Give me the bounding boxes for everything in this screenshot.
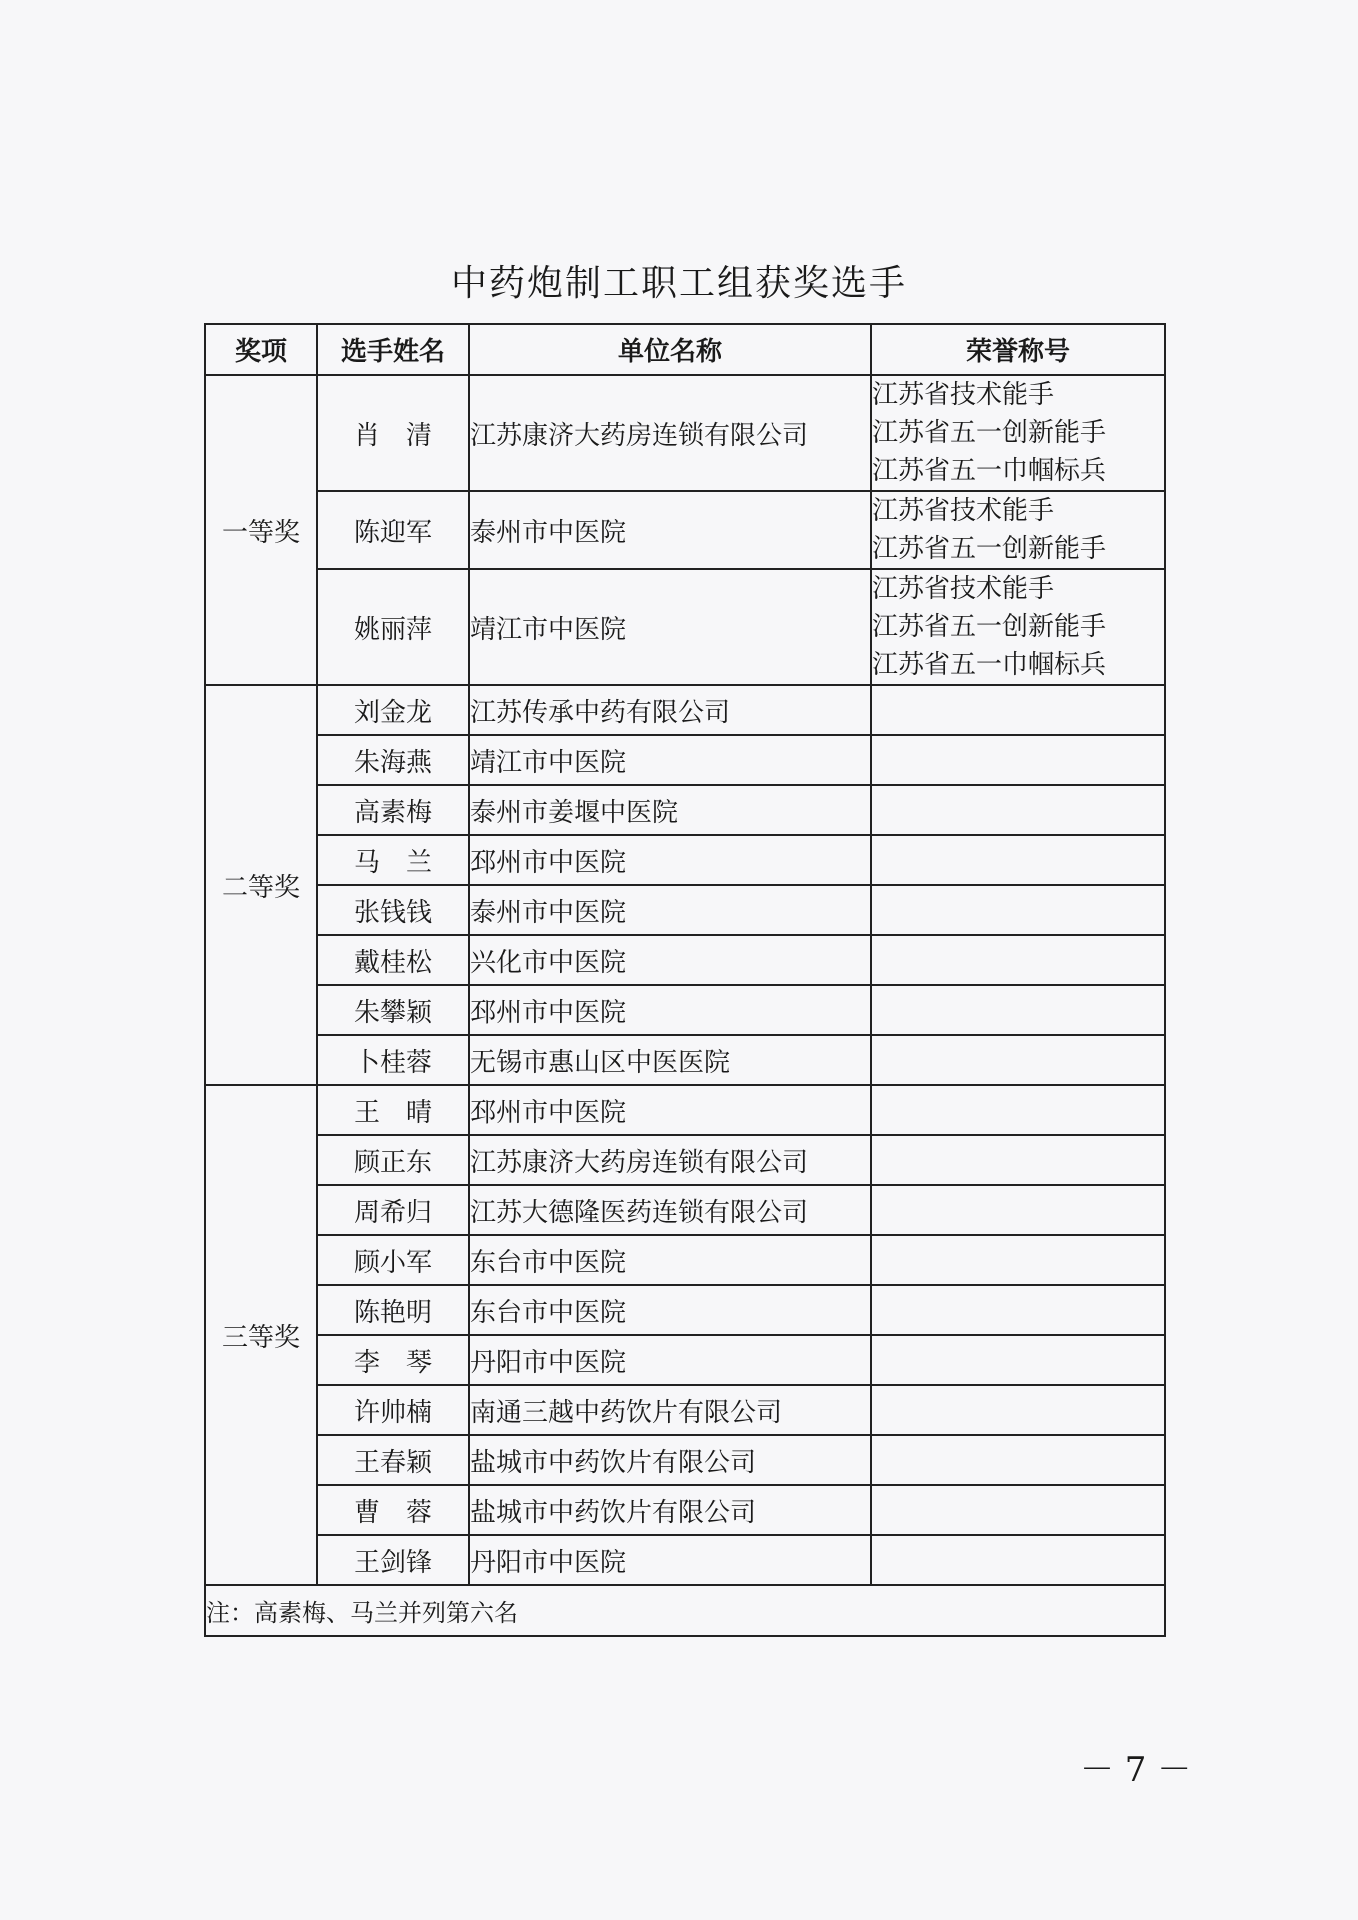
award-first-prize: 一等奖 xyxy=(205,375,317,685)
contestant-name: 陈迎军 xyxy=(317,491,469,569)
table-row xyxy=(205,1485,1165,1535)
header-honor: 荣誉称号 xyxy=(871,324,1165,375)
honor-title: 江苏省技术能手 xyxy=(872,496,1055,526)
contestant-name: 朱海燕 xyxy=(317,735,469,785)
table-row xyxy=(205,1035,1165,1085)
honor-cell xyxy=(871,1185,1165,1235)
header-name: 选手姓名 xyxy=(317,324,469,375)
honor-cell xyxy=(871,1385,1165,1435)
unit-name: 江苏康济大药房连锁有限公司 xyxy=(469,1135,871,1185)
honor-title: 江苏省五一巾帼标兵 xyxy=(872,650,1107,680)
header-award: 奖项 xyxy=(205,324,317,375)
contestant-name: 卜桂蓉 xyxy=(317,1035,469,1085)
honor-cell xyxy=(871,985,1165,1035)
honor-cell xyxy=(871,1435,1165,1485)
contestant-name: 王剑锋 xyxy=(317,1535,469,1585)
table-row xyxy=(205,1185,1165,1235)
award-second-prize: 二等奖 xyxy=(205,685,317,1085)
table-row xyxy=(205,1385,1165,1435)
unit-name: 江苏大德隆医药连锁有限公司 xyxy=(469,1185,871,1235)
contestant-name: 许帅楠 xyxy=(317,1385,469,1435)
contestant-name: 王春颖 xyxy=(317,1435,469,1485)
table-row xyxy=(205,985,1165,1035)
honor-cell xyxy=(871,375,1165,491)
contestant-name: 高素梅 xyxy=(317,785,469,835)
honor-title: 江苏省五一创新能手 xyxy=(872,612,1107,642)
honor-cell xyxy=(871,1335,1165,1385)
unit-name: 泰州市姜堰中医院 xyxy=(469,785,871,835)
unit-name: 江苏传承中药有限公司 xyxy=(469,685,871,735)
table-row xyxy=(205,1335,1165,1385)
honor-title: 江苏省五一创新能手 xyxy=(872,418,1107,448)
table-row xyxy=(205,375,1165,491)
contestant-name: 顾正东 xyxy=(317,1135,469,1185)
honor-cell xyxy=(871,569,1165,685)
table-row xyxy=(205,685,1165,735)
page-number: － 7 － xyxy=(1080,1750,1192,1790)
table-row xyxy=(205,835,1165,885)
note-row xyxy=(205,1585,1165,1636)
contestant-name: 马 兰 xyxy=(317,835,469,885)
honor-title: 江苏省五一创新能手 xyxy=(872,534,1107,564)
table-row xyxy=(205,1085,1165,1135)
contestant-name: 李 琴 xyxy=(317,1335,469,1385)
table-row xyxy=(205,1285,1165,1335)
contestant-name: 姚丽萍 xyxy=(317,569,469,685)
table-row xyxy=(205,1235,1165,1285)
unit-name: 兴化市中医院 xyxy=(469,935,871,985)
table-row xyxy=(205,491,1165,569)
honor-cell xyxy=(871,1285,1165,1335)
unit-name: 泰州市中医院 xyxy=(469,491,871,569)
table-row xyxy=(205,1535,1165,1585)
contestant-name: 王 晴 xyxy=(317,1085,469,1135)
unit-name: 丹阳市中医院 xyxy=(469,1535,871,1585)
contestant-name: 朱攀颖 xyxy=(317,985,469,1035)
honor-title: 江苏省技术能手 xyxy=(872,380,1055,410)
contestant-name: 顾小军 xyxy=(317,1235,469,1285)
honor-cell xyxy=(871,1035,1165,1085)
honor-cell xyxy=(871,735,1165,785)
table-row xyxy=(205,1135,1165,1185)
table-row xyxy=(205,885,1165,935)
honor-cell xyxy=(871,785,1165,835)
unit-name: 盐城市中药饮片有限公司 xyxy=(469,1435,871,1485)
unit-name: 邳州市中医院 xyxy=(469,835,871,885)
honor-title: 江苏省五一巾帼标兵 xyxy=(872,456,1107,486)
award-table xyxy=(204,323,1166,1637)
unit-name: 盐城市中药饮片有限公司 xyxy=(469,1485,871,1535)
unit-name: 邳州市中医院 xyxy=(469,985,871,1035)
contestant-name: 曹 蓉 xyxy=(317,1485,469,1535)
honor-cell xyxy=(871,685,1165,735)
honor-cell xyxy=(871,1085,1165,1135)
honor-cell xyxy=(871,1485,1165,1535)
unit-name: 无锡市惠山区中医医院 xyxy=(469,1035,871,1085)
unit-name: 丹阳市中医院 xyxy=(469,1335,871,1385)
table-row xyxy=(205,935,1165,985)
honor-cell xyxy=(871,885,1165,935)
unit-name: 东台市中医院 xyxy=(469,1235,871,1285)
unit-name: 靖江市中医院 xyxy=(469,569,871,685)
table-row xyxy=(205,785,1165,835)
honor-cell xyxy=(871,1535,1165,1585)
honor-cell xyxy=(871,835,1165,885)
header-unit: 单位名称 xyxy=(469,324,871,375)
contestant-name: 陈艳明 xyxy=(317,1285,469,1335)
honor-cell xyxy=(871,935,1165,985)
contestant-name: 刘金龙 xyxy=(317,685,469,735)
unit-name: 南通三越中药饮片有限公司 xyxy=(469,1385,871,1435)
page-title: 中药炮制工职工组获奖选手 xyxy=(450,263,907,304)
contestant-name: 戴桂松 xyxy=(317,935,469,985)
unit-name: 邳州市中医院 xyxy=(469,1085,871,1135)
unit-name: 靖江市中医院 xyxy=(469,735,871,785)
table-row xyxy=(205,1435,1165,1485)
table-note: 注：高素梅、马兰并列第六名 xyxy=(205,1585,1165,1636)
table-row xyxy=(205,735,1165,785)
award-third-prize: 三等奖 xyxy=(205,1085,317,1585)
honor-title: 江苏省技术能手 xyxy=(872,574,1055,604)
contestant-name: 张钱钱 xyxy=(317,885,469,935)
header-row xyxy=(205,324,1165,375)
contestant-name: 周希归 xyxy=(317,1185,469,1235)
unit-name: 东台市中医院 xyxy=(469,1285,871,1335)
unit-name: 泰州市中医院 xyxy=(469,885,871,935)
honor-cell xyxy=(871,1135,1165,1185)
table-row xyxy=(205,569,1165,685)
unit-name: 江苏康济大药房连锁有限公司 xyxy=(469,375,871,491)
honor-cell xyxy=(871,1235,1165,1285)
honor-cell xyxy=(871,491,1165,569)
contestant-name: 肖 清 xyxy=(317,375,469,491)
